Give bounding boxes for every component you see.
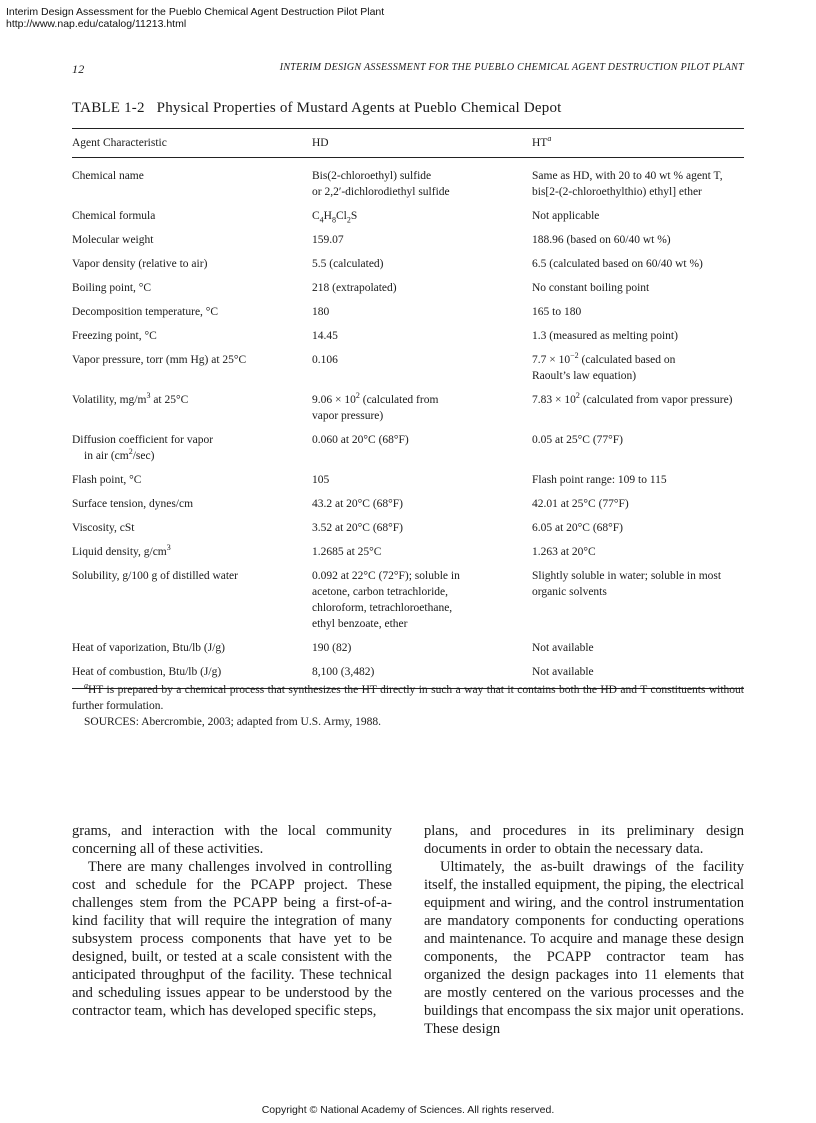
cell-characteristic: Freezing point, °C: [72, 330, 157, 342]
table-row: [72, 424, 744, 464]
cell-characteristic: Volatility, $mg/m^3$ at 25°C: [72, 391, 189, 406]
properties-table: [72, 128, 744, 689]
cell-hd: 8,100 (3,482): [312, 666, 375, 678]
copyright-notice: Copyright © National Academy of Sciences. All rights reserved.: [261, 1104, 555, 1116]
cell-characteristic: Flash point, °C: [72, 474, 142, 486]
cell-hd: 43.2 at 20°C (68°F): [312, 498, 403, 510]
cell-ht: 6.05 at 20°C (68°F): [532, 522, 623, 534]
cell-hd: 14.45: [312, 330, 338, 342]
col-header-ht: $HT^a$: [532, 134, 552, 149]
cell-ht: 0.05 at 25°C (77°F): [532, 434, 623, 446]
table-row: [72, 656, 744, 680]
table-row: [72, 158, 744, 200]
table-row: [72, 320, 744, 344]
cell-ht: 188.96 (based on 60/40 wt %): [532, 234, 671, 246]
cell-characteristic: Vapor pressure, torr (mm Hg) at 25°C: [72, 354, 247, 366]
cell-hd: $9.06 \times 10^2$ (calculated from vapor pressure): [312, 391, 439, 422]
document-url[interactable]: http://www.nap.edu/catalog/11213.html: [6, 18, 187, 30]
cell-characteristic: Boiling point, °C: [72, 282, 152, 294]
table-row: [72, 560, 744, 632]
running-title: INTERIM DESIGN ASSESSMENT FOR THE PUEBLO CHEMICAL AGENT DESTRUCTION PILOT PLANT: [279, 62, 744, 73]
table-row: [72, 224, 744, 248]
table-row: [72, 296, 744, 320]
cell-characteristic: Chemical name: [72, 170, 144, 182]
table-row: [72, 200, 744, 224]
cell-ht: 6.5 (calculated based on 60/40 wt %): [532, 258, 703, 270]
col-header-hd: HD: [312, 137, 329, 149]
table-title: Physical Properties of Mustard Agents at Pueblo Chemical Depot: [156, 100, 562, 116]
cell-hd: 1.2685 at 25°C: [312, 546, 382, 558]
cell-hd: 218 (extrapolated): [312, 282, 397, 294]
cell-hd: Bis(2-chloroethyl) sulfide or 2,2′-dichlorodiethyl sulfide: [312, 170, 450, 198]
cell-hd: 105: [312, 474, 330, 486]
paragraph: grams, and interaction with the local community concerning all of these activities.: [72, 823, 392, 857]
table-notes: [72, 682, 744, 730]
table-row: [72, 632, 744, 656]
table-footnote: $^a$HT is prepared by a chemical process that synthesizes the HT directly in such a way that it contains both the HD and T constituents without further formulation.: [72, 681, 744, 712]
table-number: TABLE 1-2: [72, 100, 145, 116]
table-row: [72, 272, 744, 296]
cell-ht: Not available: [532, 666, 594, 678]
table-header-row: [72, 129, 744, 158]
table-row: [72, 384, 744, 424]
cell-characteristic: Solubility, g/100 g of distilled water: [72, 570, 238, 582]
body-column-right: [424, 822, 744, 1038]
table-caption: [72, 100, 562, 117]
paragraph: There are many challenges involved in controlling cost and schedule for the PCAPP project. These challenges stem from the PCAPP being a first-of-a-kind facility that will require the integration of many subsystem process components that have yet to be designed, built, or tested at a scale consistent with the anticipated throughput of the facility. These technical and scheduling issues appear to be understood by the contractor team, which has developed specific steps,: [72, 859, 392, 1019]
paragraph: plans, and procedures in its preliminary design documents in order to obtain the necessary data.: [424, 823, 744, 857]
cell-characteristic: Surface tension, dynes/cm: [72, 498, 194, 510]
cell-characteristic: Molecular weight: [72, 234, 154, 246]
cell-hd: 0.106: [312, 354, 338, 366]
cell-ht: Not applicable: [532, 210, 600, 222]
cell-characteristic: Decomposition temperature, °C: [72, 306, 219, 318]
document-header: [6, 6, 384, 30]
cell-ht: 1.263 at 20°C: [532, 546, 596, 558]
cell-ht: Flash point range: 109 to 115: [532, 474, 667, 486]
table-row: [72, 344, 744, 384]
table-sources: SOURCES: Abercrombie, 2003; adapted from U.S. Army, 1988.: [84, 716, 381, 728]
table-row: [72, 512, 744, 536]
cell-hd: 159.07: [312, 234, 344, 246]
cell-ht: Not available: [532, 642, 594, 654]
cell-characteristic: Liquid density, $g/cm^3$: [72, 543, 171, 558]
table-row: [72, 464, 744, 488]
cell-ht: $7.7 \times 10^{-2}$ (calculated based on Raoult’s law equation): [532, 351, 676, 382]
body-column-left: [72, 822, 392, 1020]
cell-characteristic: Vapor density (relative to air): [72, 258, 208, 270]
cell-characteristic: Heat of vaporization, Btu/lb (J/g): [72, 642, 225, 654]
document-title: Interim Design Assessment for the Pueblo Chemical Agent Destruction Pilot Plant: [6, 6, 385, 18]
table-row: [72, 248, 744, 272]
cell-hd: 190 (82): [312, 642, 352, 654]
cell-hd: 0.092 at 22°C (72°F); soluble in acetone, carbon tetrachloride, chloroform, tetrachloroethane, ethyl benzoate, ether: [312, 570, 460, 630]
table-row: [72, 536, 744, 560]
page-number: 12: [72, 62, 85, 76]
cell-ht: $7.83 \times 10^2$ (calculated from vapor pressure): [532, 391, 733, 406]
cell-characteristic: Heat of combustion, Btu/lb (J/g): [72, 666, 222, 678]
cell-hd: $C_4H_8Cl_2S$: [312, 210, 358, 225]
cell-characteristic: Chemical formula: [72, 210, 156, 222]
cell-ht: 42.01 at 25°C (77°F): [532, 498, 629, 510]
cell-ht: Slightly soluble in water; soluble in most organic solvents: [532, 570, 722, 598]
cell-hd: 5.5 (calculated): [312, 258, 384, 270]
cell-characteristic: Diffusion coefficient for vapor in air $(cm^2/\sec)$: [72, 434, 214, 462]
table-row: [72, 488, 744, 512]
cell-ht: 1.3 (measured as melting point): [532, 330, 678, 342]
table-body: [72, 158, 744, 688]
cell-hd: 0.060 at 20°C (68°F): [312, 434, 409, 446]
cell-characteristic: Viscosity, cSt: [72, 522, 135, 534]
cell-hd: 180: [312, 306, 330, 318]
cell-ht: 165 to 180: [532, 306, 582, 318]
paragraph: Ultimately, the as-built drawings of the facility itself, the installed equipment, the piping, the electrical equipment and wiring, and the control instrumentation are mandatory components for conducting operations and maintenance. To acquire and manage these design components, the PCAPP contractor team has organized the design packages into 11 elements that are mostly centered on the various processes and the buildings that encompass the six major unit operations. These design: [424, 859, 744, 1037]
cell-ht: No constant boiling point: [532, 282, 650, 294]
col-header-characteristic: Agent Characteristic: [72, 137, 167, 149]
cell-hd: 3.52 at 20°C (68°F): [312, 522, 403, 534]
cell-ht: Same as HD, with 20 to 40 wt % agent T, bis[2-(2-chloroethylthio) ethyl] ether: [532, 170, 723, 198]
